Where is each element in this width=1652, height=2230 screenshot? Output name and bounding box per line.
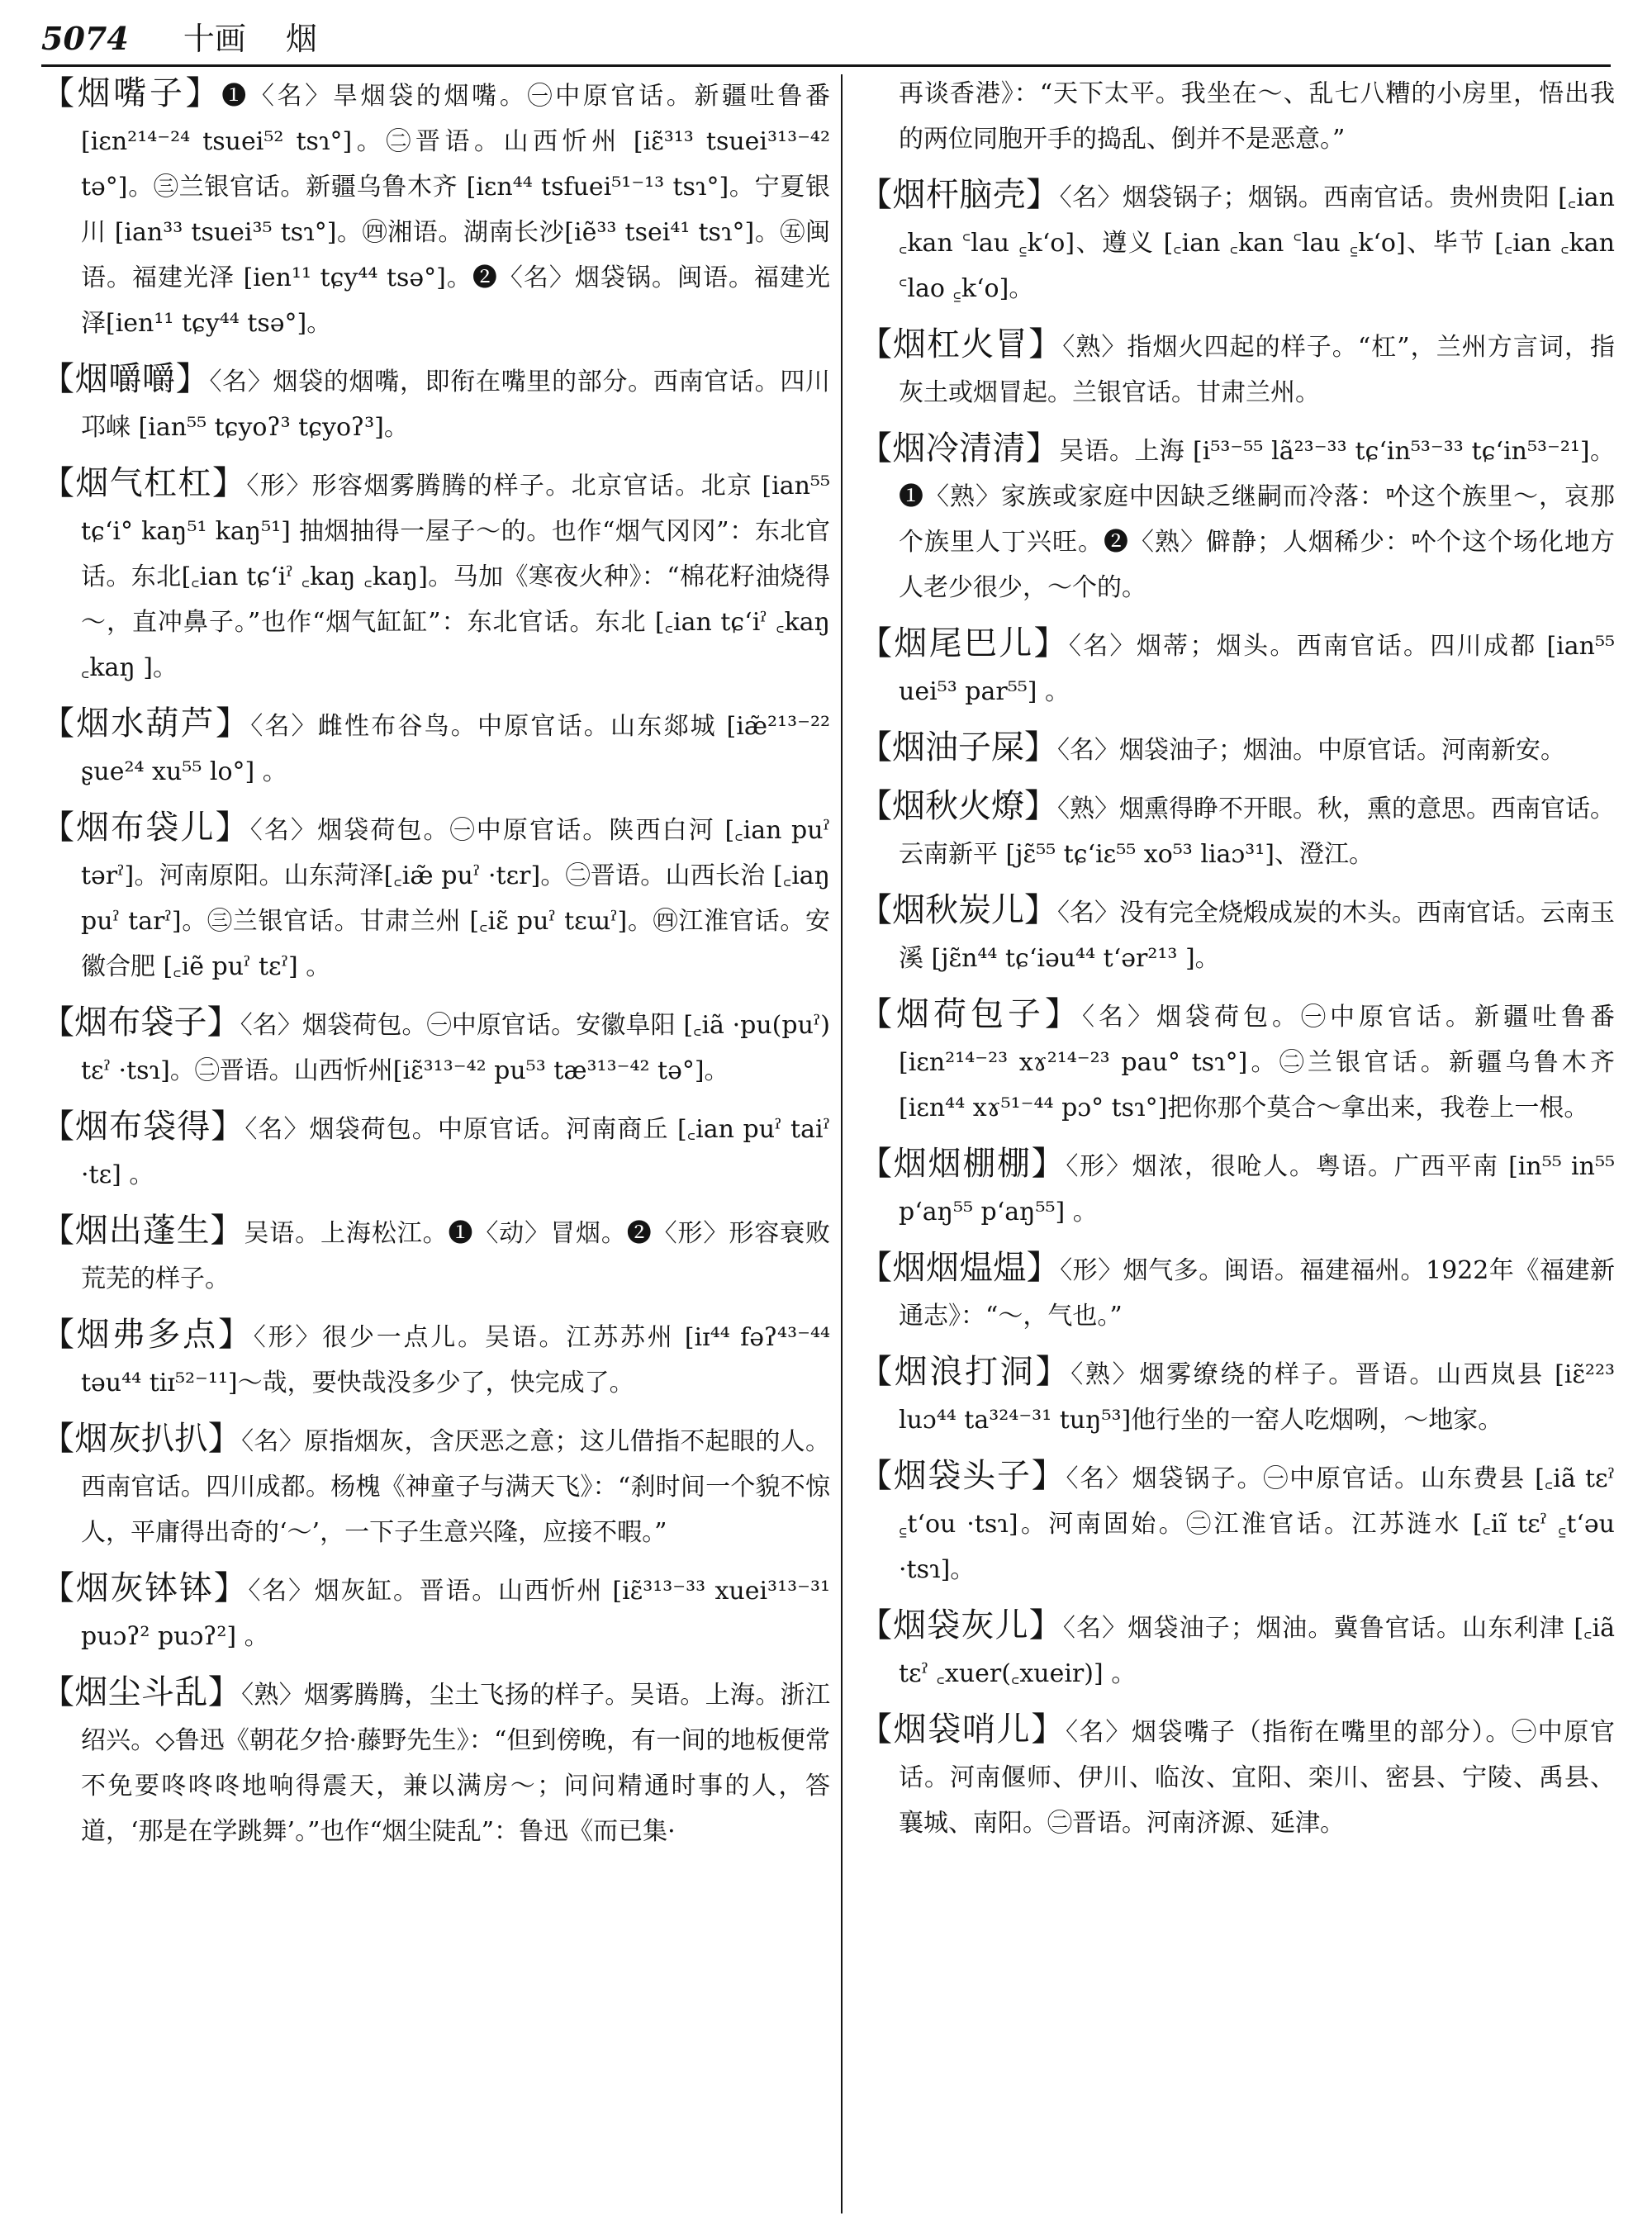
dictionary-entry <box>41 1104 830 1198</box>
dictionary-entry <box>41 805 830 989</box>
entry-headword: 【烟秋炭儿】 <box>859 891 1057 929</box>
dictionary-entry <box>859 725 1615 773</box>
entry-definition: ❶〈名〉旱烟袋的烟嘴。㊀中原官话。新疆吐鲁番 [iɛn²¹⁴⁻²⁴ tsuei⁵² tsɿ°]。㊁晋语。山西忻州 [iɛ̃³¹³ tsuei³¹³⁻⁴² tə°]。㊂兰银官话。新疆乌鲁木齐 [iɛn⁴⁴ tsfuei⁵¹⁻¹³ tsɿ°]。宁夏银川 [ian³³ tsuei³⁵ tsɿ°]。㊃湘语。湖南长沙[iẽ³³ tsei⁴¹ tsɿ°]。㊄闽语。福建光泽 [ien¹¹ tɕy⁴⁴ tsə°]。❷〈名〉烟袋锅。闽语。福建光泽[ien¹¹ tɕy⁴⁴ tsə°]。 <box>81 82 831 338</box>
entry-headword: 【烟嘴子】 <box>41 74 222 112</box>
dictionary-entry <box>41 1416 830 1555</box>
header-rule <box>41 64 1611 67</box>
dictionary-entry <box>859 173 1615 311</box>
entry-definition: 〈熟〉烟雾腾腾，尘土飞扬的样子。吴语。上海。浙江绍兴。◇鲁迅《朝花夕拾·藤野先生》：“但到傍晚，有一间的地板便常不免要咚咚咚地响得震天，兼以满房～；问问精通时事的人，答道，‘那是在学跳舞’。”也作“烟尘陡乱”：鲁迅《而已集· <box>81 1681 831 1846</box>
dictionary-entry <box>41 1670 830 1854</box>
entry-headword: 【烟杆脑壳】 <box>859 176 1060 214</box>
dictionary-entry <box>41 1208 830 1302</box>
dictionary-entry <box>859 1454 1615 1592</box>
dictionary-entry <box>859 71 1615 162</box>
dictionary-entry <box>859 1603 1615 1696</box>
entry-headword: 【烟水葫芦】 <box>41 705 251 743</box>
entry-definition: 〈熟〉烟雾缭绕的样子。晋语。山西岚县 [iɛ̃²²³ luɔ⁴⁴ ta³²⁴⁻³¹ tuŋ⁵³]他行坐的一窑人吃烟咧，～地家。 <box>899 1360 1615 1435</box>
header-character: 烟 <box>285 21 317 57</box>
dictionary-entry <box>859 621 1615 714</box>
entry-headword: 【烟灰扒扒】 <box>41 1420 242 1458</box>
entry-headword: 【烟袋哨儿】 <box>859 1710 1066 1748</box>
entry-definition: 〈名〉烟袋荷包。中原官话。河南商丘 [꜀ian puˀ taiˀ ·tɛ] 。 <box>81 1115 830 1189</box>
dictionary-entry <box>41 461 830 690</box>
entry-definition: 〈名〉烟袋锅子。㊀中原官话。山东费县 [꜀iã tɛˀ ꜁tʻou ·tsɿ]。河南固始。㊁江淮官话。江苏涟水 [꜀iĩ tɛˀ ꜁tʻəu ·tsɿ]。 <box>899 1464 1615 1584</box>
entry-headword: 【烟布袋得】 <box>41 1108 245 1146</box>
entry-definition: 〈名〉雌性布谷鸟。中原官话。山东郯城 [iæ̃²¹³⁻²² ʂue²⁴ xu⁵⁵ lo°] 。 <box>81 712 831 786</box>
entry-definition: 〈名〉原指烟灰，含厌恶之意；这儿借指不起眼的人。西南官话。四川成都。杨槐《神童子与满天飞》：“刹时间一个貌不惊人，平庸得出奇的‘～’，一下子生意兴隆，应接不暇。” <box>81 1427 831 1547</box>
entry-definition: 〈名〉没有完全烧煅成炭的木头。西南官话。云南玉溪 [jɛ̃n⁴⁴ tɕʻiəu⁴⁴ tʻər²¹³ ]。 <box>899 899 1615 973</box>
entry-definition: 再谈香港》：“天下太平。我坐在～、乱七八糟的小房里，悟出我的两位同胞开手的捣乱、倒并不是恶意。” <box>899 79 1615 154</box>
dictionary-entry <box>41 71 830 346</box>
entry-definition: 〈名〉烟蒂；烟头。西南官话。四川成都 [ian⁵⁵ uei⁵³ par⁵⁵] 。 <box>899 632 1615 706</box>
entry-definition: 〈名〉烟袋荷包。㊀中原官话。新疆吐鲁番 [iɛn²¹⁴⁻²³ xɤ²¹⁴⁻²³ pau° tsɿ°]。㊁兰银官话。新疆乌鲁木齐 [iɛn⁴⁴ xɤ⁵¹⁻⁴⁴ pɔ° tsɿ°]把你那个莫合～拿出来，我卷上一根。 <box>899 1003 1615 1122</box>
entry-definition: 〈名〉烟袋油子；烟油。冀鲁官话。山东利津 [꜀iã tɛˀ ꜀xuer(꜀xueir)] 。 <box>899 1614 1616 1688</box>
column-divider <box>841 74 843 2213</box>
entry-headword: 【烟布袋子】 <box>41 1004 240 1041</box>
page-header <box>41 17 1611 61</box>
entry-headword: 【烟烟煴煴】 <box>859 1249 1061 1287</box>
dictionary-entry <box>859 1350 1615 1443</box>
dictionary-entry <box>859 992 1615 1131</box>
entry-headword: 【烟气杠杠】 <box>41 464 247 502</box>
entry-headword: 【烟烟棚棚】 <box>859 1145 1066 1183</box>
right-column <box>859 71 1615 1857</box>
entry-definition: 〈熟〉指烟火四起的样子。“杠”，兰州方言词，指灰土或烟冒起。兰银官话。甘肃兰州。 <box>899 333 1615 407</box>
entry-definition: 〈名〉烟袋荷包。㊀中原官话。陕西白河 [꜀ian puˀ tərˀ]。河南原阳。山东菏泽[꜀iæ̃ puˀ ·tɛr]。㊁晋语。山西长治 [꜀iaŋ puˀ tarˀ]。㊂兰银官话。甘肃兰州 [꜀iɛ̃ puˀ tɛɯˀ]。㊃江淮官话。安徽合肥 [꜀iẽ puˀ tɛˀ] 。 <box>81 816 830 981</box>
entry-definition: 〈形〉很少一点儿。吴语。江苏苏州 [iɪ⁴⁴ fəʔ⁴³⁻⁴⁴ təu⁴⁴ tiɪ⁵²⁻¹¹]～哉，要快哉没多少了，快完成了。 <box>81 1323 831 1397</box>
entry-headword: 【烟尾巴儿】 <box>859 624 1069 662</box>
entry-headword: 【烟嚼嚼】 <box>41 360 210 398</box>
entry-headword: 【烟布袋儿】 <box>41 809 250 847</box>
entry-definition: 〈形〉烟气多。闽语。福建福州。1922年《福建新通志》：“～，气也。” <box>899 1256 1615 1331</box>
entry-headword: 【烟尘斗乱】 <box>41 1673 242 1711</box>
dictionary-entry <box>41 1566 830 1659</box>
entry-headword: 【烟荷包子】 <box>859 995 1082 1033</box>
dictionary-entry <box>41 357 830 450</box>
entry-definition: 〈名〉烟袋嘴子（指衔在嘴里的部分）。㊀中原官话。河南偃师、伊川、临汝、宜阳、栾川、密县、宁陵、禹县、襄城、南阳。㊁晋语。河南济源、延津。 <box>899 1718 1615 1838</box>
entry-definition: 〈形〉形容烟雾腾腾的样子。北京官话。北京 [ian⁵⁵ tɕʻi° kaŋ⁵¹ kaŋ⁵¹] 抽烟抽得一屋子～的。也作“烟气冈冈”：东北官话。东北[꜀ian tɕʻiˀ ꜀kaŋ ꜀kaŋ]。马加《寒夜火种》：“棉花籽油烧得～，直冲鼻子。”也作“烟气缸缸”：东北官话。东北 [꜀ian tɕʻiˀ ꜀kaŋ ꜀kaŋ ]。 <box>81 472 830 682</box>
entry-headword: 【烟灰钵钵】 <box>41 1569 249 1607</box>
entry-headword: 【烟油子屎】 <box>859 728 1057 766</box>
entry-definition: 〈名〉烟袋荷包。㊀中原官话。安徽阜阳 [꜀iã ·pu(puˀ) tɛˀ ·tsɿ]。㊁晋语。山西忻州[iɛ̃³¹³⁻⁴² pu⁵³ tæ³¹³⁻⁴² tə°]。 <box>81 1011 830 1085</box>
entry-headword: 【烟浪打洞】 <box>859 1353 1071 1391</box>
entry-definition: 〈名〉烟灰缸。晋语。山西忻州 [iɛ̃³¹³⁻³³ xuei³¹³⁻³¹ puɔʔ² puɔʔ²] 。 <box>81 1577 831 1651</box>
dictionary-entry <box>41 1312 830 1406</box>
page-number: 5074 <box>41 20 129 57</box>
entry-headword: 【烟杠火冒】 <box>859 325 1063 363</box>
left-column <box>41 71 830 1865</box>
dictionary-entry <box>859 784 1615 877</box>
entry-definition: 〈形〉烟浓，很呛人。粤语。广西平南 [in⁵⁵ in⁵⁵ pʻaŋ⁵⁵ pʻaŋ⁵⁵] 。 <box>899 1152 1615 1226</box>
dictionary-entry <box>859 1141 1615 1235</box>
entry-headword: 【烟弗多点】 <box>41 1316 254 1354</box>
entry-definition: 吴语。上海 [i⁵³⁻⁵⁵ lã²³⁻³³ tɕʻin⁵³⁻³³ tɕʻin⁵³⁻²¹]。❶〈熟〉家族或家庭中因缺乏继嗣而冷落：𠮶这个族里～，哀那个族里人丁兴旺。❷〈熟〉僻静；人烟稀少：𠮶个这个场化地方人老少很少，～个的。 <box>899 437 1615 602</box>
entry-definition: 〈名〉烟袋油子；烟油。中原官话。河南新安。 <box>1057 736 1565 765</box>
entry-headword: 【烟袋头子】 <box>859 1457 1066 1495</box>
entry-definition: 〈名〉烟袋锅子；烟锅。西南官话。贵州贵阳 [꜀ian ꜀kan ꜂lau ꜁kʻo]、遵义 [꜀ian ꜀kan ꜂lau ꜁kʻo]、毕节 [꜀ian ꜀kan ꜂lao ꜁kʻo]。 <box>899 183 1616 303</box>
entry-headword: 【烟冷清清】 <box>859 429 1060 467</box>
stroke-section: 十画 <box>183 21 246 57</box>
dictionary-entry <box>41 701 830 795</box>
dictionary-entry <box>859 1707 1615 1846</box>
entry-definition: 〈熟〉烟熏得睁不开眼。秋，熏的意思。西南官话。云南新平 [jɛ̃⁵⁵ tɕʻiɛ⁵⁵ xo⁵³ liaɔ³¹]、澄江。 <box>899 795 1615 869</box>
entry-definition: 〈名〉烟袋的烟嘴，即衔在嘴里的部分。西南官话。四川邛崃 [ian⁵⁵ tɕyoʔ³ tɕyoʔ³]。 <box>81 368 831 442</box>
entry-headword: 【烟出蓬生】 <box>41 1212 244 1250</box>
dictionary-entry <box>859 888 1615 981</box>
entry-headword: 【烟袋灰儿】 <box>859 1606 1063 1644</box>
entry-headword: 【烟秋火燎】 <box>859 787 1057 825</box>
entry-definition: 吴语。上海松江。❶〈动〉冒烟。❷〈形〉形容衰败荒芜的样子。 <box>81 1219 831 1293</box>
dictionary-entry <box>859 1245 1615 1339</box>
dictionary-entry <box>41 1000 830 1094</box>
dictionary-entry <box>859 426 1615 610</box>
dictionary-entry <box>859 322 1615 415</box>
